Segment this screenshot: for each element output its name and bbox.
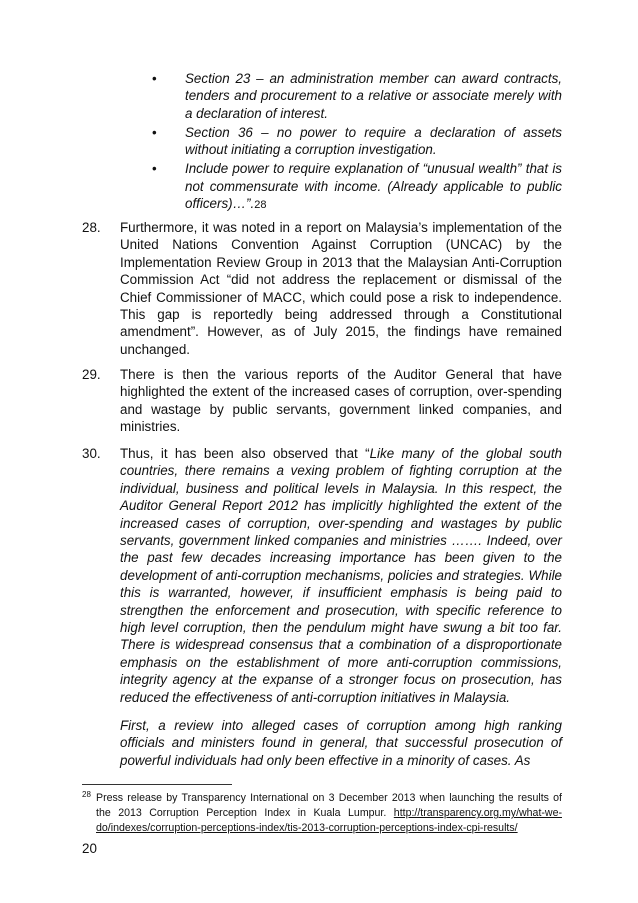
paragraph-text (120, 445, 562, 706)
footnote-divider (82, 784, 232, 785)
footnote-reference[interactable]: 28 (254, 199, 267, 212)
paragraph-30 (82, 445, 562, 706)
bullet-item-section-23 (150, 70, 562, 122)
paragraph-intro: Thus, it has been also observed that “ (120, 446, 370, 461)
paragraph-number: 28. (82, 220, 101, 235)
paragraph-29 (82, 366, 562, 436)
footnote-link[interactable]: http://transparency.org.my/what-we-do/indexes/corruption-perceptions-index/tis-2013-corruption-perceptions-index-cpi-results/ (96, 807, 562, 835)
bullet-text: Section 36 – no power to require a declaration of assets without initiating a corruption investigation. (185, 124, 562, 158)
page-number: 20 (82, 841, 97, 856)
bullet-marker: • (152, 124, 157, 140)
footnote-body (96, 791, 562, 837)
quoted-passage: Like many of the global south countries, there remains a vexing problem of fighting corruption at the individual, business and political levels in Malaysia. In this respect, the Auditor General Report 2012 has implicitly highlighted the extent of the increased cases of corruption, over-spending and wastages by public servants, government linked companies and ministries ……. Indeed, over the past few decades increasing importance has been given to the development of anti-corruption mechanisms, policies and strategies. While this is warranted, however, if insufficient emphasis is being paid to strengthen the enforcement and prosecution, with specific reference to high level corruption, then the pendulum might have swung a bit too far. There is widespread consensus that a combination of a disproportionate emphasis on the establishment of more anti-corruption commissions, integrity agency at the expanse of a stronger focus on prosecution, has reduced the effectiveness of anti-corruption initiatives in Malaysia. (120, 446, 562, 705)
bullet-marker: • (152, 161, 157, 177)
paragraph-number: 30. (82, 446, 101, 461)
paragraph-28 (82, 219, 562, 358)
footnote-text: Press release by Transparency International on 3 December 2013 when launching the results of the 2013 Corruption Perception Index in Kuala Lumpur. (96, 792, 562, 820)
sub-paragraph: First, a review into alleged cases of corruption among high ranking officials and ministers found in general, that successful prosecution of powerful individuals had only been effective in a minority of cases. As (120, 718, 562, 768)
bullet-text: Section 23 – an administration member can award contracts, tenders and procurement to a relative or associate merely with a declaration of interest. (185, 71, 562, 121)
bullet-item-section-36 (150, 124, 562, 159)
bullet-item-unusual-wealth (150, 160, 562, 214)
footnote-28 (82, 791, 562, 837)
footnote-number: 28 (82, 790, 91, 799)
bullet-text: Include power to require explanation of “unusual wealth” that is not commensurate with income. (Already applicable to public officers)…”. (185, 161, 562, 212)
bullet-marker: • (152, 71, 157, 86)
paragraph-text: Furthermore, it was noted in a report on Malaysia’s implementation of the United Nations Convention Against Corruption (UNCAC) by the Implementation Review Group in 2013 that the Malaysian Anti-Corruption Commission Act “did not address the replacement or dismissal of the Chief Commissioner of MACC, which could pose a risk to independence. This gap is reportedly being addressed through a Constitutional amendment”. However, as of July 2015, the findings have remained unchanged. (120, 220, 562, 357)
paragraph-text: There is then the various reports of the Auditor General that have highlighted the extent of the increased cases of corruption, over-spending and wastage by public servants, government linked companies, and ministries. (120, 367, 562, 435)
paragraph-number: 29. (82, 367, 101, 382)
bullet-list (150, 70, 562, 216)
